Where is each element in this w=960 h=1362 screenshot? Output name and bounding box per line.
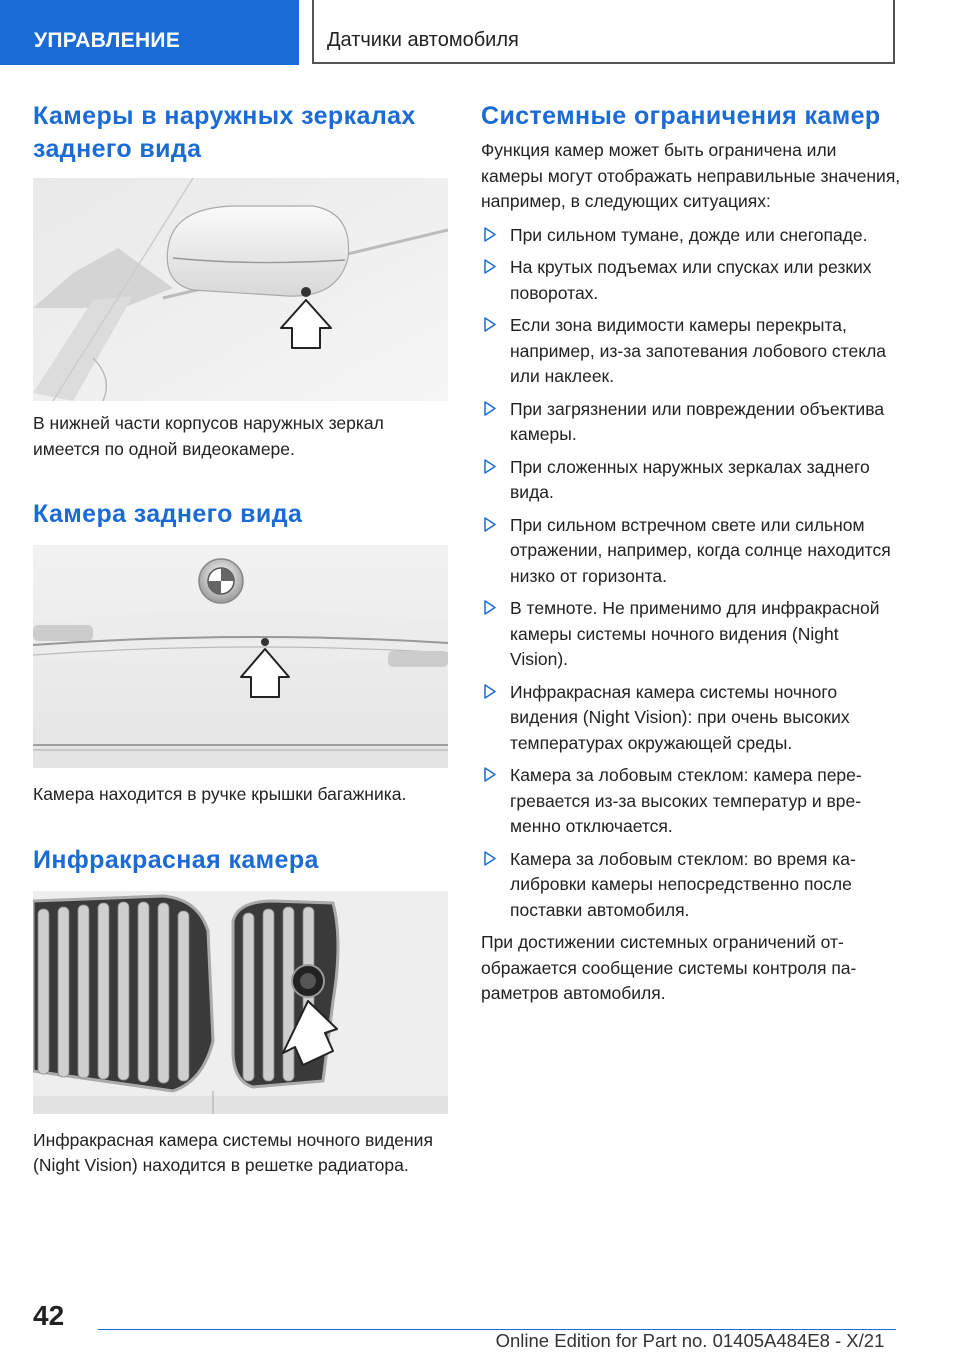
triangle-right-outline-icon <box>484 600 496 615</box>
chapter-title: Датчики автомобиля <box>312 0 895 64</box>
footer-edition: Online Edition for Part no. 01405A484E8 - X/21 <box>495 1330 885 1351</box>
limitations-heading: Системные ограничения камер <box>481 102 881 130</box>
mirror-camera-illustration <box>33 178 448 401</box>
list-item <box>481 255 901 306</box>
right-column <box>481 100 901 1007</box>
triangle-right-outline-icon <box>484 317 496 332</box>
infrared-camera-illustration <box>33 891 448 1114</box>
infrared-camera-text: Инфракрасная камера системы ночного видения (Night Vision) находится в решетке радиатора. <box>33 1129 433 1175</box>
limitations-intro: Функция камер может быть ограничена или камеры могут отображать неправильные значения, например, в следующих ситуациях: <box>481 140 901 211</box>
triangle-right-outline-icon <box>484 401 496 416</box>
rear-camera-illustration <box>33 545 448 768</box>
list-item-text: При сильном встречном свете или сильном отражении, например, когда солнце находится низко от горизонта. <box>510 514 891 586</box>
triangle-right-outline-icon <box>484 851 496 866</box>
mirror-cameras-heading: Камеры в наружных зеркалах заднего вида <box>33 102 416 163</box>
limitations-list <box>481 223 901 924</box>
list-item <box>481 223 901 249</box>
list-item <box>481 513 901 590</box>
triangle-right-outline-icon <box>484 459 496 474</box>
list-item-text: В темноте. Не применимо для инфракрасной камеры системы ночного видения (Night Vision). <box>510 598 880 669</box>
list-item <box>481 313 901 390</box>
section-tab: УПРАВЛЕНИЕ <box>0 0 299 65</box>
rear-camera-text: Камера находится в ручке крышки багажника. <box>33 784 407 804</box>
list-item <box>481 847 901 924</box>
rear-camera-heading: Камера заднего вида <box>33 500 303 528</box>
triangle-right-outline-icon <box>484 227 496 242</box>
list-item <box>481 596 901 673</box>
list-item-text: При загрязнении или повреждении объектива камеры. <box>510 398 885 444</box>
page-number: 42 <box>33 1300 65 1331</box>
limitations-outro: При достижении системных ограничений отображается сообщение системы контроля параметров автомобиля. <box>481 932 857 1003</box>
left-column <box>33 100 448 1179</box>
mirror-cameras-text: В нижней части корпусов наружных зеркал имеется по одной видеокамере. <box>33 413 384 459</box>
infrared-camera-heading: Инфракрасная камера <box>33 845 319 874</box>
list-item <box>481 455 901 506</box>
triangle-right-outline-icon <box>484 259 496 274</box>
list-item-text: Камера за лобовым стеклом: во время калибровки камеры непосредственно после поставки автомобиля. <box>510 848 856 920</box>
list-item-text: Если зона видимости камеры перекрыта, например, из-за запотевания лобового стекла или наклеек. <box>510 315 887 386</box>
list-item <box>481 397 901 448</box>
list-item-text: На крутых подъемах или спусках или резких поворотах. <box>510 257 872 303</box>
list-item-text: Инфракрасная камера системы ночного видения (Night Vision): при очень высоких температурах окружающей среды. <box>510 681 850 753</box>
list-item <box>481 680 901 757</box>
triangle-right-outline-icon <box>484 517 496 532</box>
triangle-right-outline-icon <box>484 684 496 699</box>
triangle-right-outline-icon <box>484 767 496 782</box>
list-item-text: Камера за лобовым стеклом: камера перегревается из-за высоких температур и временно отключается. <box>510 765 862 836</box>
list-item-text: При сильном тумане, дожде или снегопаде. <box>510 224 868 245</box>
list-item-text: При сложенных наружных зеркалах заднего вида. <box>510 456 870 502</box>
list-item <box>481 763 901 840</box>
